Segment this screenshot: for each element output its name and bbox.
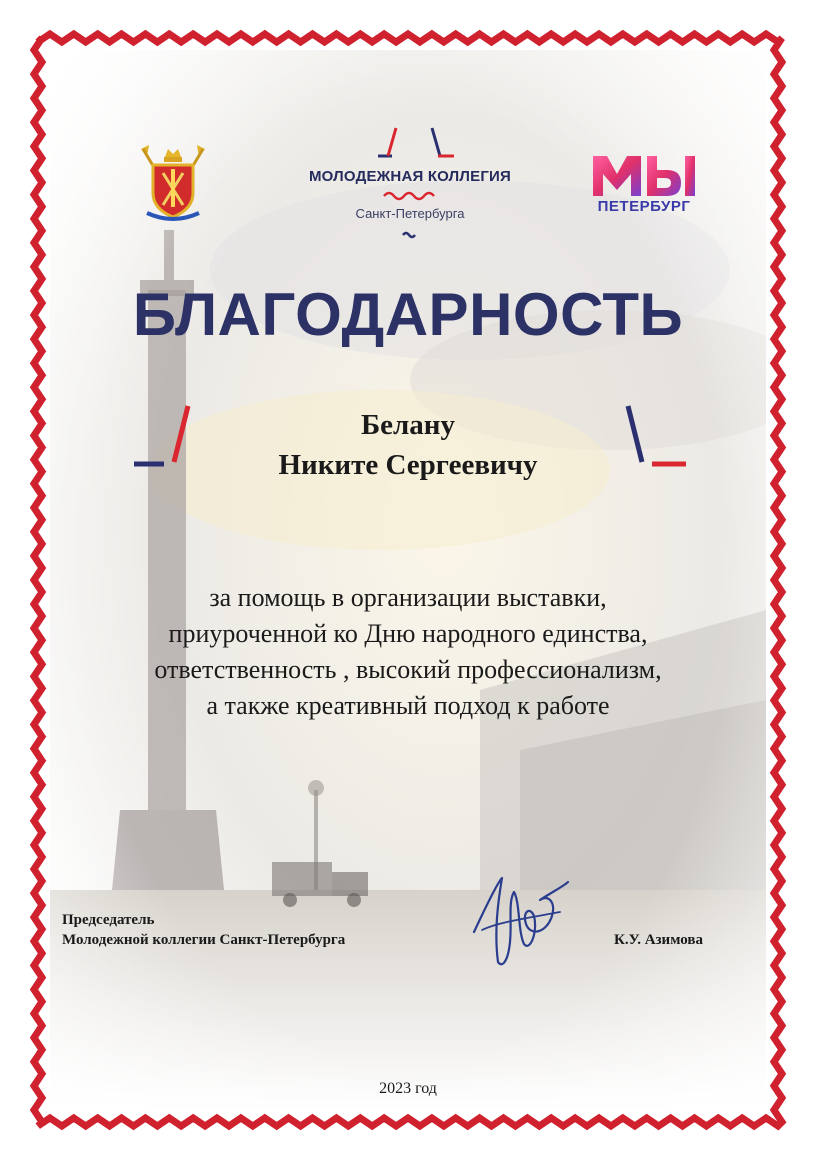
org-name: МОЛОДЕЖНАЯ КОЛЛЕГИЯ: [308, 168, 511, 185]
reason-text: [0, 580, 816, 724]
recipient-line-1: Белану: [360, 409, 456, 441]
org-city: Санкт-Петербурга: [355, 206, 465, 221]
signatory-role-line-2: Молодежной коллегии Санкт-Петербурга: [62, 932, 346, 948]
recipient-line-2: Никите Сергеевичу: [278, 449, 538, 481]
reason-line: приуроченной ко Дню народного единства,: [168, 619, 648, 648]
issue-year: 2023 год: [379, 1080, 437, 1097]
logo-bracket-marks: [292, 122, 528, 168]
certificate-title: БЛАГОДАРНОСТЬ: [132, 281, 684, 348]
logo-wave-red: [292, 188, 528, 204]
reason-line: а также креативный подход к работе: [206, 691, 610, 720]
reason-line: за помощь в организации выставки,: [209, 583, 607, 612]
signature-mark: [468, 872, 572, 972]
youth-board-logo: [292, 122, 528, 250]
signatory-name: К.У. Азимова: [614, 932, 703, 948]
coat-of-arms-icon: [137, 143, 209, 223]
signatory-role: [62, 910, 345, 950]
logo-wave-navy: [292, 228, 528, 242]
my-logo-word: ПЕТЕРБУРГ: [597, 198, 691, 215]
my-peterburg-logo: [585, 150, 703, 218]
my-letters-icon: [585, 150, 703, 198]
reason-line: ответственность , высокий профессионализм,: [154, 655, 662, 684]
signatory-role-line-1: Председатель: [62, 912, 155, 928]
recipient-name: [0, 405, 816, 485]
